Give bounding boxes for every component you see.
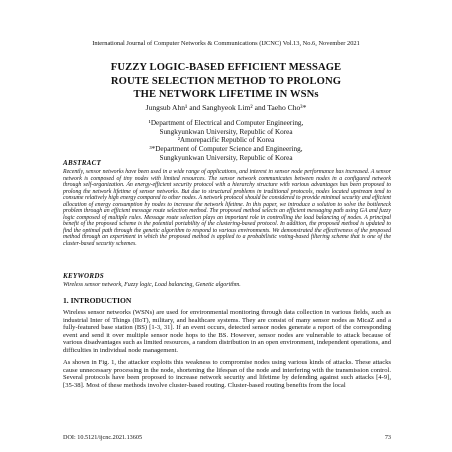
title-line: FUZZY LOGIC-BASED EFFICIENT MESSAGE [110,62,342,73]
page-number: 73 [384,434,391,441]
abstract-text: Recently, sensor networks have been used in a wide range of applications, and interest in sensor node performance has increased. A sensor network is composed of tiny nodes with limited resources. The sensor network communicates between nodes in a configured network through self-organization. An energy-efficient security protocol with a hierarchy structure with various advantages has been proposed to prolong the network lifetime of sensor networks. But due to structural problems in traditional protocols, nodes located upstream tend to consume relatively high energy compared to other nodes. A network protocol should be considered to provide minimal security and efficient allocation of energy consumption by nodes to increase the network lifetime. In this paper, we introduce a solution to solve the bottleneck problem through an efficient message route selection method. The proposed method selects an efficient messaging path using GA and fuzzy logic composed of multiple rules. Message route selection plays an important role in controlling the load balancing of nodes. A principal benefit of the proposed scheme is the potential portability of the clustering-based protocol. In addition, the proposed method is updated to find the optimal path through the genetic algorithm to respond to various environments. We demonstrated the effectiveness of the proposed method through an experiment in which the proposed method is applied to a probabilistic voting-based filtering scheme that is one of the cluster-based security schemes. [63,169,391,248]
affiliation-line: Sungkyunkwan University, Republic of Korea [159,127,293,136]
paragraph: As shown in Fig. 1, the attacker exploits this weakness to compromise nodes using various kinds of attacks. These attacks cause unnecessary processing in the node, shortening the lifespan of the node and interfering with the transmission control. Several protocols have been proposed to increase network security and lifetime by defending against such attacks [4-9], [35-38]. Most of these methods involve cluster-based routing. Cluster-based routing benefits from the local [63,359,391,389]
keywords-heading: KEYWORDS [63,272,104,280]
affiliation-line: ²Amorepacific Republic of Korea [177,136,275,145]
author-list: Jungsub Ahn¹ and Sanghyeok Lim² and Taeho Cho³* [145,103,307,112]
footer-doi: DOI: 10.5121/ijcnc.2021.13605 [63,434,143,441]
paper-title [60,61,392,102]
journal-header: International Journal of Computer Networks & Communications (IJCNC) Vol.13, No.6, November 2021 [92,40,360,47]
affiliation-line: ¹Department of Electrical and Computer Engineering, [148,119,304,127]
title-line: ROUTE SELECTION METHOD TO PROLONG [110,75,342,87]
abstract-heading: ABSTRACT [63,159,102,167]
affiliations [0,119,452,163]
keywords-text: Wireless sensor network, Fuzzy logic, Load balancing, Genetic algorithm. [63,282,241,288]
section-heading-introduction: 1. INTRODUCTION [63,296,132,305]
title-line: THE NETWORK LIFETIME IN WSNs [133,89,319,100]
introduction-body [63,309,391,394]
affiliation-line: Sungkyunkwan University, Republic of Korea [159,153,293,162]
affiliation-line: ³*Department of Computer Science and Engineering, [149,145,303,154]
paragraph: Wireless sensor networks (WSNs) are used for environmental monitoring through data collection in various fields, such as industrial Inter of Things (IIoT), military, and healthcare systems. They are consist of many sensor nodes as MicaZ and a fully-featured base station (BS) [1-3, 31]. If an event occurs, detected sensor nodes generate a report of the corresponding event and send it over multiple sensor node hops to the BS. However, sensor nodes are vulnerable to attack because of various disadvantages such as limited resources, a random distribution in an open environment, independent operations, and difficulties in individual node management. [63,309,391,354]
